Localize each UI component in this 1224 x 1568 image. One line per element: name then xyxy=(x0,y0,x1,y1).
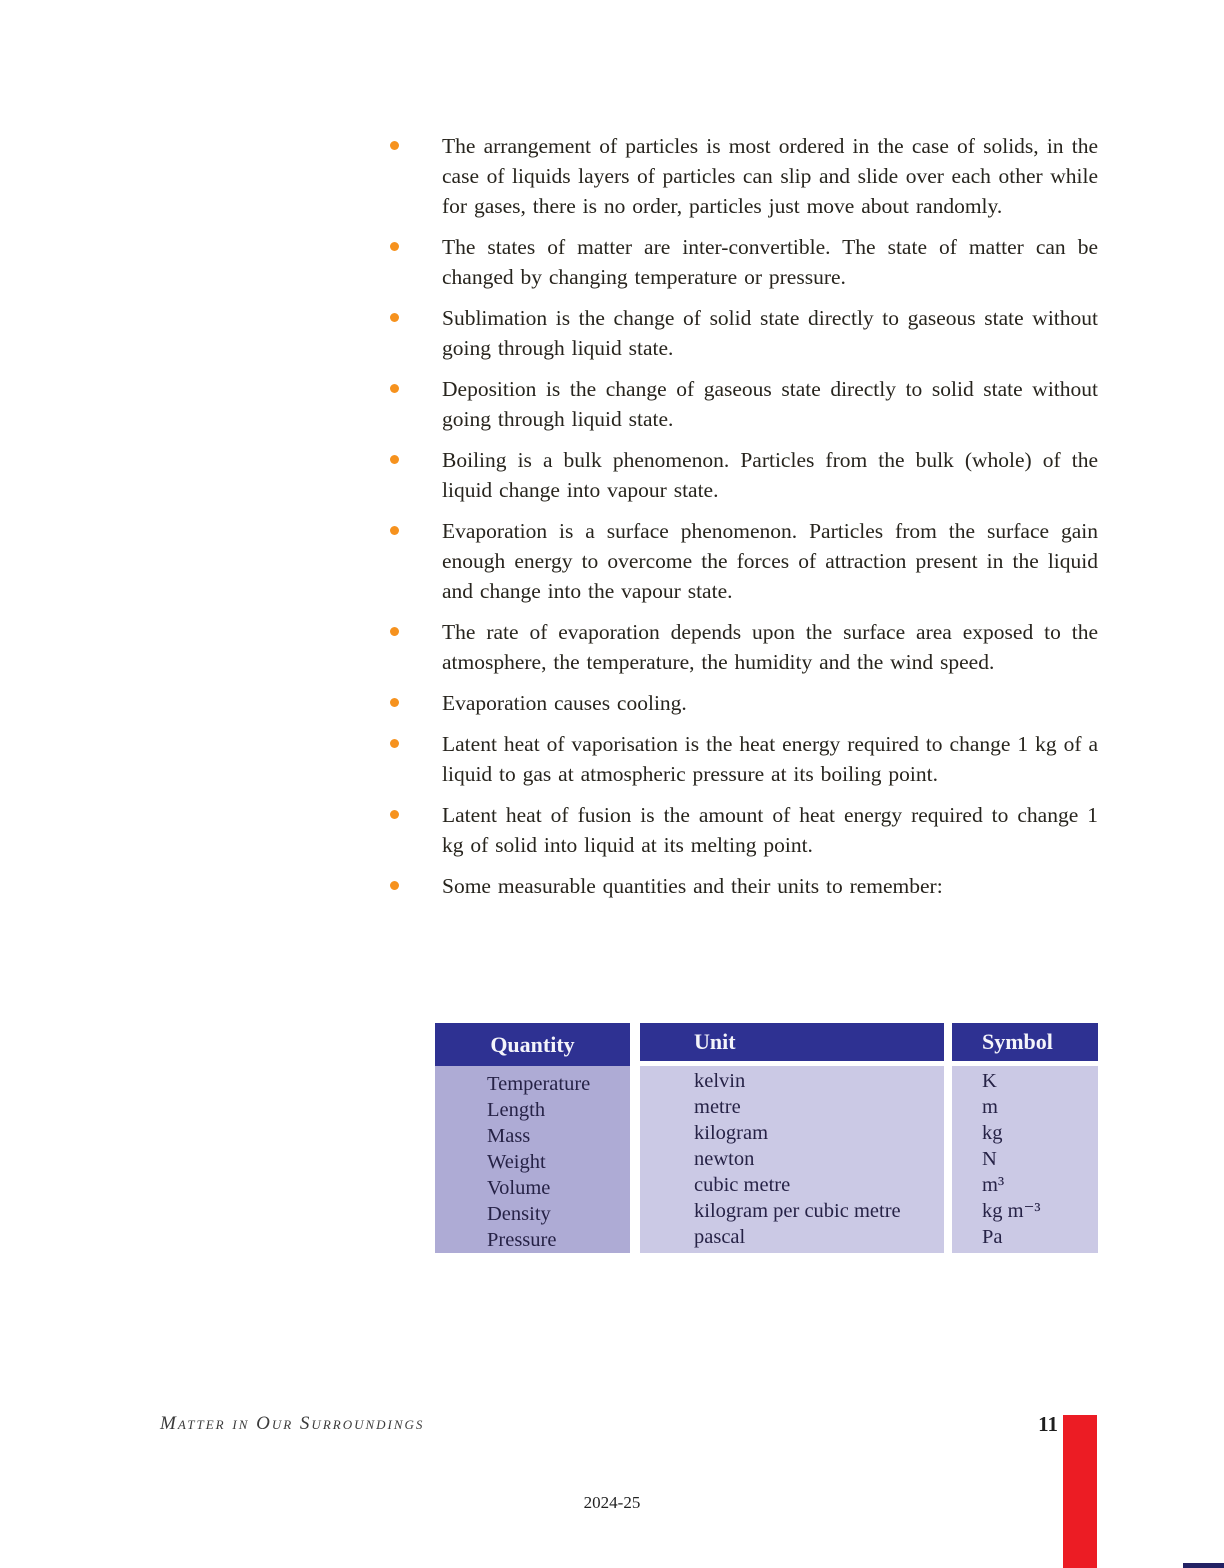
table-cell: N xyxy=(982,1148,997,1170)
table-cell: metre xyxy=(694,1096,741,1118)
bullet-dot-icon xyxy=(390,242,399,251)
table-cell: kg xyxy=(982,1122,1003,1144)
bullet-dot-icon xyxy=(390,455,399,464)
table-cell: Temperature xyxy=(487,1073,591,1095)
table-cell: newton xyxy=(694,1148,755,1170)
red-edge-bar xyxy=(1063,1415,1097,1568)
table-cell: Density xyxy=(487,1203,551,1225)
column-body-quantity xyxy=(435,1066,630,1253)
table-column-symbol xyxy=(952,1023,1098,1253)
table-cell: Length xyxy=(487,1099,546,1121)
bullet-dot-icon xyxy=(390,739,399,748)
bullet-text: The rate of evaporation depends upon the surface area exposed to the atmosphere, the temperature, the humidity and the wind speed. xyxy=(442,620,1098,674)
bullet-dot-icon xyxy=(390,627,399,636)
bullet-text: Evaporation causes cooling. xyxy=(442,691,687,715)
table-cell: Pressure xyxy=(487,1229,557,1251)
list-item xyxy=(388,800,1098,860)
edition-year-label: 2024-25 xyxy=(583,1493,641,1512)
bullet-dot-icon xyxy=(390,526,399,535)
table-cell: pascal xyxy=(694,1226,746,1248)
bullet-text: Latent heat of fusion is the amount of heat energy required to change 1 kg of solid into liquid at its melting point. xyxy=(442,803,1098,857)
units-table xyxy=(435,1023,1098,1253)
corner-mark xyxy=(1183,1563,1224,1568)
bullet-text: Boiling is a bulk phenomenon. Particles from the bulk (whole) of the liquid change into vapour state. xyxy=(442,448,1098,502)
column-header-quantity: Quantity xyxy=(435,1023,630,1066)
table-column-quantity xyxy=(435,1023,630,1253)
column-body-unit xyxy=(640,1066,944,1253)
list-item xyxy=(388,374,1098,434)
table-cell: kelvin xyxy=(694,1070,746,1092)
bullet-text: Some measurable quantities and their units to remember: xyxy=(442,874,943,898)
list-item xyxy=(388,445,1098,505)
table-column-unit xyxy=(640,1023,944,1253)
bullet-text: Sublimation is the change of solid state directly to gaseous state without going through liquid state. xyxy=(442,306,1098,360)
table-cell: kilogram per cubic metre xyxy=(694,1200,901,1222)
bullet-dot-icon xyxy=(390,698,399,707)
table-cell: Volume xyxy=(487,1177,551,1199)
bullet-dot-icon xyxy=(390,810,399,819)
list-item xyxy=(388,232,1098,292)
list-item xyxy=(388,729,1098,789)
bullet-dot-icon xyxy=(390,313,399,322)
table-cell: m³ xyxy=(982,1174,1005,1196)
bullet-dot-icon xyxy=(390,881,399,890)
bullet-text: The arrangement of particles is most ordered in the case of solids, in the case of liquids layers of particles can slip and slide over each other while for gases, there is no order, particles just move about randomly. xyxy=(442,134,1098,218)
page-number: 11 xyxy=(1038,1412,1058,1436)
table-cell: Mass xyxy=(487,1125,531,1147)
column-body-symbol xyxy=(952,1066,1098,1253)
list-item xyxy=(388,303,1098,363)
list-item xyxy=(388,617,1098,677)
bullet-dot-icon xyxy=(390,384,399,393)
table-cell: kilogram xyxy=(694,1122,769,1144)
table-cell: Weight xyxy=(487,1151,546,1173)
table-cell: m xyxy=(982,1096,998,1118)
list-item xyxy=(388,871,1098,901)
bullet-text: The states of matter are inter-convertible. The state of matter can be changed by changing temperature or pressure. xyxy=(442,235,1098,289)
column-header-symbol: Symbol xyxy=(952,1023,1098,1061)
bullet-dot-icon xyxy=(390,141,399,150)
table-cell: Pa xyxy=(982,1226,1003,1248)
bullet-text: Latent heat of vaporisation is the heat energy required to change 1 kg of a liquid to gas at atmospheric pressure at its boiling point. xyxy=(442,732,1098,786)
list-item xyxy=(388,131,1098,221)
bullet-text: Deposition is the change of gaseous state directly to solid state without going through liquid state. xyxy=(442,377,1098,431)
list-item xyxy=(388,516,1098,606)
table-cell: cubic metre xyxy=(694,1174,791,1196)
table-cell: kg m⁻³ xyxy=(982,1200,1041,1222)
column-header-unit: Unit xyxy=(640,1023,944,1061)
footer-chapter-title: Matter in Our Surroundings xyxy=(160,1413,425,1434)
list-item xyxy=(388,688,1098,718)
summary-bullet-list xyxy=(388,131,1098,912)
table-cell: K xyxy=(982,1070,997,1092)
bullet-text: Evaporation is a surface phenomenon. Particles from the surface gain enough energy to overcome the forces of attraction present in the liquid and change into the vapour state. xyxy=(442,519,1098,603)
